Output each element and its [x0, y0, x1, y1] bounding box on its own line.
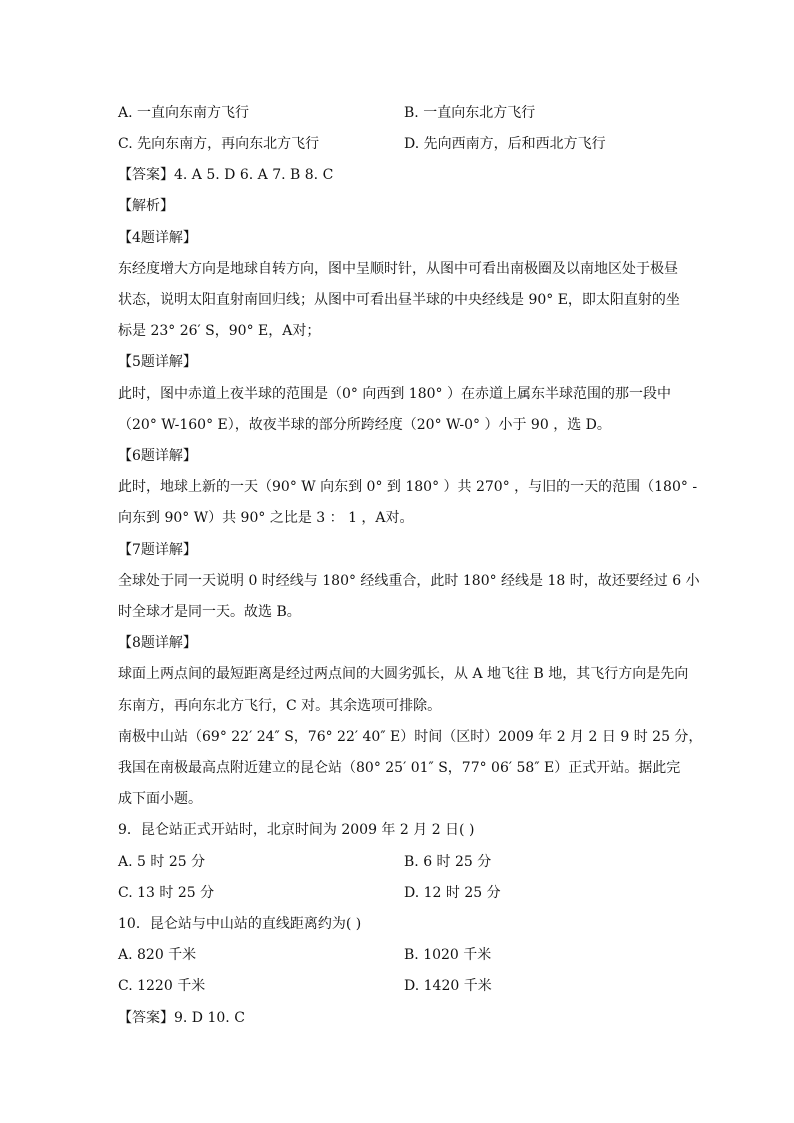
option-b: B. 一直向东北方飞行 — [404, 105, 536, 121]
answer-line-2: 【答案】9. D 10. C — [118, 1010, 245, 1026]
answer-line: 【答案】4. A 5. D 6. A 7. B 8. C — [118, 167, 334, 183]
q6-line: 向东到 90° W）共 90° 之比是 3 ： 1 ，A对。 — [118, 510, 414, 526]
q8-line: 球面上两点间的最短距离是经过两点间的大圆劣弧长，从 A 地飞往 B 地，其飞行方向是先向 — [118, 666, 689, 682]
q9-option-d: D. 12 时 25 分 — [404, 885, 501, 901]
option-a: A. 一直向东南方飞行 — [118, 105, 250, 121]
q10-option-d: D. 1420 千米 — [404, 978, 492, 994]
q5-line: （20° W-160° E），故夜半球的部分所跨经度（20° W-0° ）小于 90 ，选 D。 — [118, 417, 611, 433]
q4-header: 【4题详解】 — [118, 230, 197, 246]
q5-line: 此时，图中赤道上夜半球的范围是（0° 向西到 180° ）在赤道上属东半球范围的那一段中 — [118, 386, 671, 402]
q8-header: 【8题详解】 — [118, 635, 197, 651]
q5-header: 【5题详解】 — [118, 354, 197, 370]
q7-line: 全球处于同一天说明 0 时经线与 180° 经线重合，此时 180° 经线是 18 时，故还要经过 6 小 — [118, 573, 700, 589]
q7-header: 【7题详解】 — [118, 542, 197, 558]
q6-header: 【6题详解】 — [118, 448, 197, 464]
q10-option-b: B. 1020 千米 — [404, 947, 492, 963]
q4-line: 标是 23° 26′ S，90° E，A对； — [118, 323, 321, 339]
q10-stem: 10．昆仑站与中山站的直线距离约为( ) — [118, 916, 362, 932]
q10-option-c: C. 1220 千米 — [118, 978, 206, 994]
q9-option-b: B. 6 时 25 分 — [404, 854, 492, 870]
passage-line: 我国在南极最高点附近建立的昆仑站（80° 25′ 01″ S，77° 06′ 58″ E）正式开站。据此完 — [118, 760, 681, 776]
q9-stem: 9．昆仑站正式开站时，北京时间为 2009 年 2 月 2 日( ) — [118, 822, 475, 838]
q8-line: 东南方，再向东北方飞行，C 对。其余选项可排除。 — [118, 698, 442, 714]
q4-line: 状态，说明太阳直射南回归线；从图中可看出昼半球的中央经线是 90° E，即太阳直射的坐 — [118, 292, 680, 308]
passage-line: 南极中山站（69° 22′ 24″ S，76° 22′ 40″ E）时间（区时）2009 年 2 月 2 日 9 时 25 分， — [118, 729, 703, 745]
analysis-label: 【解析】 — [118, 198, 174, 214]
q7-line: 时全球才是同一天。故选 B。 — [118, 604, 301, 620]
q10-option-a: A. 820 千米 — [118, 947, 197, 963]
q9-option-a: A. 5 时 25 分 — [118, 854, 206, 870]
q6-line: 此时，地球上新的一天（90° W 向东到 0° 到 180° ）共 270° ，与旧的一天的范围（180° - — [118, 479, 698, 495]
passage-line: 成下面小题。 — [118, 791, 202, 807]
q9-option-c: C. 13 时 25 分 — [118, 885, 215, 901]
option-c: C. 先向东南方，再向东北方飞行 — [118, 136, 320, 152]
q4-line: 东经度增大方向是地球自转方向，图中呈顺时针，从图中可看出南极圈及以南地区处于极昼 — [118, 261, 678, 277]
option-d: D. 先向西南方，后和西北方飞行 — [404, 136, 606, 152]
